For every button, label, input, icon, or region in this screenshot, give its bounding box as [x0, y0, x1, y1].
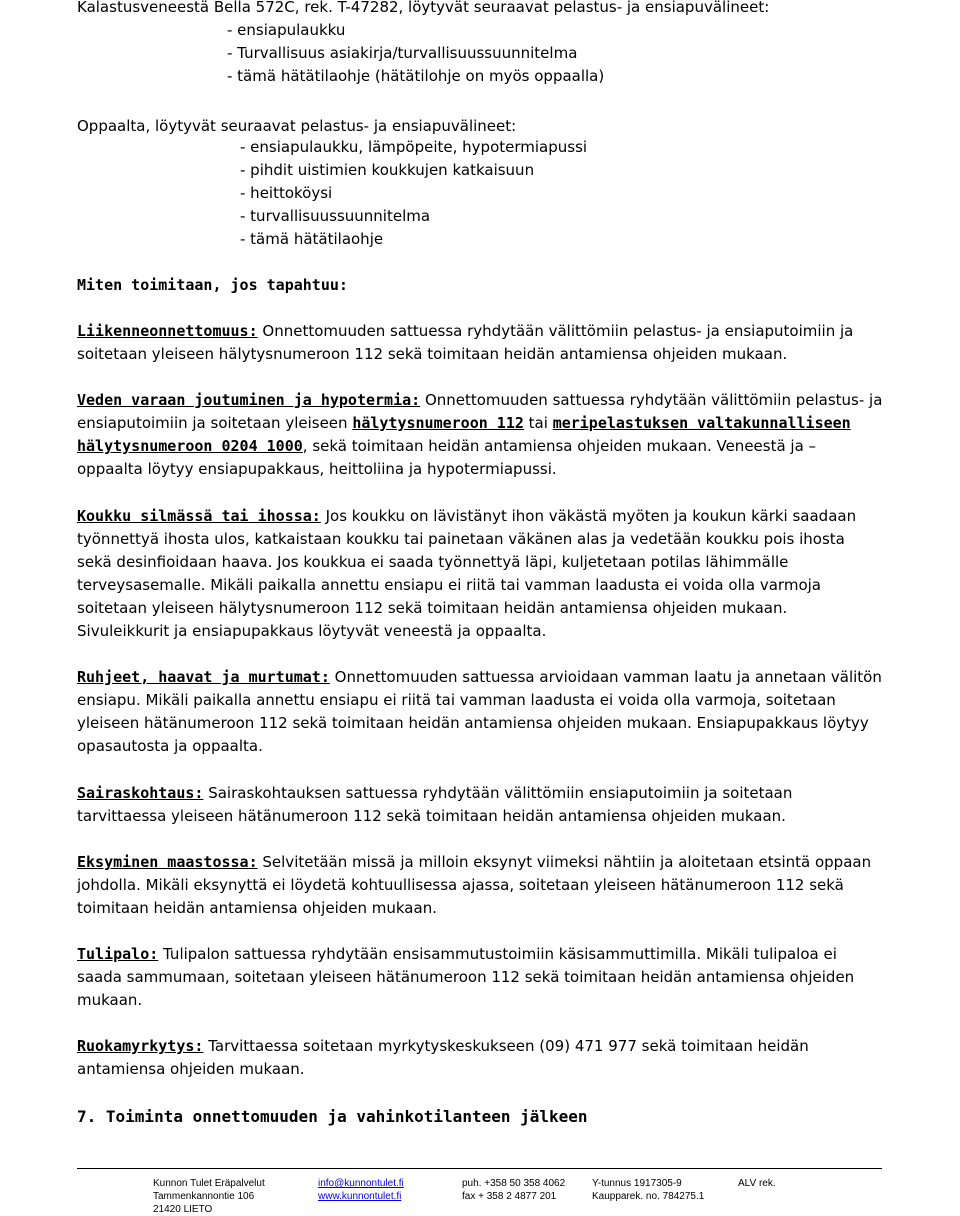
paragraph-line: terveysasemalle. Mikäli paikalla annettu ensiapu ei riitä tai vamman laadusta ei voida olla varmoja	[77, 576, 821, 594]
footer-city: 21420 LIETO	[153, 1204, 213, 1215]
guide-equipment-intro: Oppaalta, löytyvät seuraavat pelastus- ja ensiapuvälineet:	[77, 117, 517, 135]
sea-rescue-number: hälytysnumeroon 0204 1000	[77, 437, 303, 455]
hook-paragraph: Koukku silmässä tai ihossa: Jos koukku on lävistänyt ihon väkästä myöten ja koukun kärki saadaan	[77, 507, 857, 525]
lost-title: Eksyminen maastossa:	[77, 853, 258, 871]
poisoning-title: Ruokamyrkytys:	[77, 1037, 204, 1055]
boat-item: - ensiapulaukku	[227, 21, 346, 39]
guide-item: - heittoköysi	[240, 184, 333, 202]
paragraph-line: työnnettyä ihosta ulos, katkaistaan koukku tai painetaan väkänen alas ja vedetään koukku pois ihosta	[77, 530, 845, 548]
paragraph-line: yleiseen hätänumeroon 112 sekä toimitaan heidän antamiensa ohjeiden mukaan. Ensiapupakkaus löytyy	[77, 714, 869, 732]
paragraph-line: opasautosta ja oppaalta.	[77, 737, 263, 755]
footer-phone: puh. +358 50 358 4062	[462, 1178, 566, 1189]
footer-fax: fax + 358 2 4877 201	[462, 1191, 557, 1202]
paragraph-line: antamiensa ohjeiden mukaan.	[77, 1060, 305, 1078]
traffic-accident-title: Liikenneonnettomuus:	[77, 322, 258, 340]
paragraph-line: saada sammumaan, soitetaan yleiseen hätänumeroon 112 sekä toimitaan heidän antamiensa ohjeiden	[77, 968, 855, 986]
footer-divider	[77, 1168, 882, 1169]
footer-website[interactable]: www.kunnontulet.fi	[318, 1191, 402, 1202]
guide-item: - pihdit uistimien koukkujen katkaisuun	[240, 161, 535, 179]
footer-business-id: Y-tunnus 1917305-9	[592, 1178, 682, 1189]
fire-paragraph: Tulipalo: Tulipalon sattuessa ryhdytään ensisammutustoimiin käsisammuttimilla. Mikäli tulipaloa ei	[77, 945, 837, 963]
poisoning-paragraph: Ruokamyrkytys: Tarvittaessa soitetaan myrkytyskeskukseen (09) 471 977 sekä toimitaan heidän	[77, 1037, 809, 1055]
paragraph-line: johdolla. Mikäli eksynyttä ei löydetä kohtuullisessa ajassa, soitetaan yleiseen hätänumeroon 112 sekä	[77, 876, 844, 894]
paragraph-line: soitetaan yleiseen hälytysnumeroon 112 sekä toimitaan heidän antamiensa ohjeiden mukaan.	[77, 599, 788, 617]
paragraph-line: hälytysnumeroon 0204 1000, sekä toimitaan heidän antamiensa ohjeiden mukaan. Veneestä ja –	[77, 437, 817, 455]
sea-rescue-label: meripelastuksen valtakunnalliseen	[552, 414, 851, 432]
lost-paragraph: Eksyminen maastossa: Selvitetään missä ja milloin eksynyt viimeksi nähtiin ja aloitetaan etsintä oppaan	[77, 853, 872, 871]
paragraph-line: ensiaputoimiin ja soitetaan yleiseen hälytysnumeroon 112 tai meripelastuksen valtakunnalliseen	[77, 414, 851, 432]
paragraph-line: sekä desinfioidaan haava. Jos koukkua ei saada työnnettyä läpi, kuljetetaan potilas lähimmälle	[77, 553, 789, 571]
paragraph-line: soitetaan yleiseen hälytysnumeroon 112 sekä toimitaan heidän antamiensa ohjeiden mukaan.	[77, 345, 788, 363]
how-to-act-heading: Miten toimitaan, jos tapahtuu:	[77, 276, 348, 294]
paragraph-line: Sivuleikkurit ja ensiapupakkaus löytyvät veneestä ja oppaalta.	[77, 622, 547, 640]
boat-equipment-intro: Kalastusveneestä Bella 572C, rek. T-47282, löytyvät seuraavat pelastus- ja ensiapuvälineet:	[77, 0, 770, 16]
footer-email[interactable]: info@kunnontulet.fi	[318, 1178, 404, 1189]
water-hypothermia-paragraph: Veden varaan joutuminen ja hypotermia: Onnettomuuden sattuessa ryhdytään välittömiin pelastus- ja	[77, 391, 883, 409]
emergency-number: hälytysnumeroon 112	[352, 414, 524, 432]
injuries-paragraph: Ruhjeet, haavat ja murtumat: Onnettomuuden sattuessa arvioidaan vamman laatu ja annetaan välitön	[77, 668, 882, 686]
boat-item: - Turvallisuus asiakirja/turvallisuussuunnitelma	[227, 44, 578, 62]
footer-company: Kunnon Tulet Eräpalvelut	[153, 1178, 265, 1189]
paragraph-line: oppaalta löytyy ensiapupakkaus, heittoliina ja hypotermiapussi.	[77, 460, 557, 478]
paragraph-line: mukaan.	[77, 991, 143, 1009]
illness-paragraph: Sairaskohtaus: Sairaskohtauksen sattuessa ryhdytään välittömiin ensiaputoimiin ja soitetaan	[77, 784, 793, 802]
hook-title: Koukku silmässä tai ihossa:	[77, 507, 321, 525]
section-7-heading: 7. Toiminta onnettomuuden ja vahinkotilanteen jälkeen	[77, 1107, 588, 1126]
paragraph-line: ensiapu. Mikäli paikalla annettu ensiapu ei riitä tai vamman laadusta ei voida olla varmoja, soitetaan	[77, 691, 836, 709]
guide-item: - turvallisuussuunnitelma	[240, 207, 431, 225]
boat-item: - tämä hätätilaohje (hätätilohje on myös oppaalla)	[227, 67, 605, 85]
footer-street: Tammenkannontie 106	[153, 1191, 255, 1202]
footer-vat: ALV rek.	[738, 1178, 776, 1189]
illness-title: Sairaskohtaus:	[77, 784, 204, 802]
traffic-accident-paragraph: Liikenneonnettomuus: Onnettomuuden sattuessa ryhdytään välittömiin pelastus- ja ensiaputoimiin ja	[77, 322, 854, 340]
injuries-title: Ruhjeet, haavat ja murtumat:	[77, 668, 330, 686]
guide-item: - tämä hätätilaohje	[240, 230, 384, 248]
water-hypothermia-title: Veden varaan joutuminen ja hypotermia:	[77, 391, 421, 409]
guide-item: - ensiapulaukku, lämpöpeite, hypotermiapussi	[240, 138, 588, 156]
paragraph-line: toimitaan heidän antamiensa ohjeiden mukaan.	[77, 899, 437, 917]
paragraph-line: tarvittaessa yleiseen hätänumeroon 112 sekä toimitaan heidän antamiensa ohjeiden mukaan.	[77, 807, 786, 825]
fire-title: Tulipalo:	[77, 945, 159, 963]
footer-trade-register: Kaupparek. no. 784275.1	[592, 1191, 705, 1202]
